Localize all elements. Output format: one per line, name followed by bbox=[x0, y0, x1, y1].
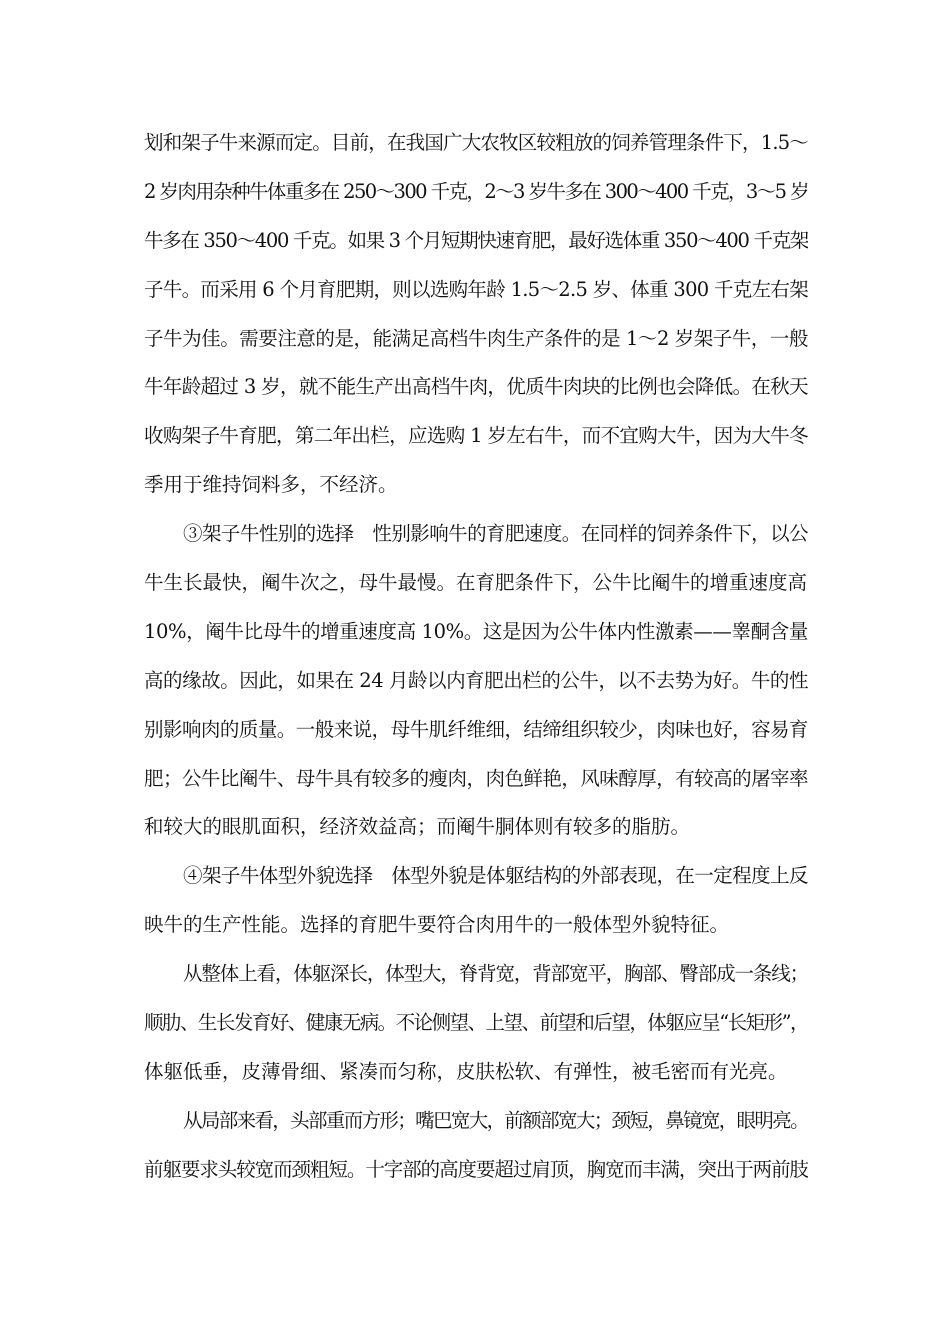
text-line: 划和架子牛来源而定。目前，在我国广大农牧区较粗放的饲养管理条件下，1.5～ bbox=[144, 131, 808, 154]
text-line: 别影响肉的质量。一般来说，母牛肌纤维细，结缔组织较少，肉味也好，容易育 bbox=[144, 717, 808, 741]
text-line: 从局部来看，头部重而方形；嘴巴宽大，前额部宽大；颈短，鼻镜宽，眼明亮。 bbox=[183, 1108, 808, 1132]
text-line: 肥；公牛比阉牛、母牛具有较多的瘦肉，肉色鲜艳，风味醇厚，有较高的屠宰率 bbox=[144, 766, 808, 790]
text-line: ④架子牛体型外貌选择 体型外貌是体躯结构的外部表现，在一定程度上反 bbox=[183, 864, 808, 888]
text-line: 从整体上看，体躯深长，体型大，脊背宽，背部宽平，胸部、臀部成一条线； bbox=[183, 962, 808, 986]
text-line: 10%，阉牛比母牛的增重速度高 10%。这是因为公牛体内性激素——睾酮含量 bbox=[144, 619, 808, 643]
text-line: 子牛为佳。需要注意的是，能满足高档牛肉生产条件的是 1～2 岁架子牛，一般 bbox=[144, 326, 808, 350]
text-line: ③架子牛性别的选择 性别影响牛的育肥速度。在同样的饲养条件下，以公 bbox=[183, 522, 808, 546]
text-line: 牛生长最快，阉牛次之，母牛最慢。在育肥条件下，公牛比阉牛的增重速度高 bbox=[144, 571, 808, 595]
text-line: 牛多在 350～400 千克。如果 3 个月短期快速育肥，最好选体重 350～400 千克架 bbox=[144, 228, 808, 252]
text-line: 顺肋、生长发育好、健康无病。不论侧望、上望、前望和后望，体躯应呈“长矩形”， bbox=[144, 1011, 808, 1035]
text-line: 前躯要求头较宽而颈粗短。十字部的高度要超过肩顶，胸宽而丰满，突出于两前肢 bbox=[144, 1157, 808, 1181]
text-line: 牛年龄超过 3 岁，就不能生产出高档牛肉，优质牛肉块的比例也会降低。在秋天 bbox=[144, 375, 808, 399]
text-line: 映牛的生产性能。选择的育肥牛要符合肉用牛的一般体型外貌特征。 bbox=[144, 913, 730, 937]
text-line: 和较大的眼肌面积，经济效益高；而阉牛胴体则有较多的脂肪。 bbox=[144, 815, 691, 839]
text-line: 子牛。而采用 6 个月育肥期，则以选购年龄 1.5～2.5 岁、体重 300 千克左右架 bbox=[144, 277, 808, 301]
text-line: 季用于维持饲料多，不经济。 bbox=[144, 473, 398, 497]
text-line: 高的缘故。因此，如果在 24 月龄以内育肥出栏的公牛，以不去势为好。牛的性 bbox=[144, 668, 808, 692]
text-line: 体躯低垂，皮薄骨细、紧凑而匀称，皮肤松软、有弹性，被毛密而有光亮。 bbox=[144, 1059, 788, 1083]
document-body bbox=[144, 119, 808, 1195]
text-line: 2 岁肉用杂种牛体重多在 250～300 千克，2～3 岁牛多在 300～400 千克，3～5 岁 bbox=[144, 179, 808, 203]
text-line: 收购架子牛育肥，第二年出栏，应选购 1 岁左右牛，而不宜购大牛，因为大牛冬 bbox=[144, 424, 808, 448]
